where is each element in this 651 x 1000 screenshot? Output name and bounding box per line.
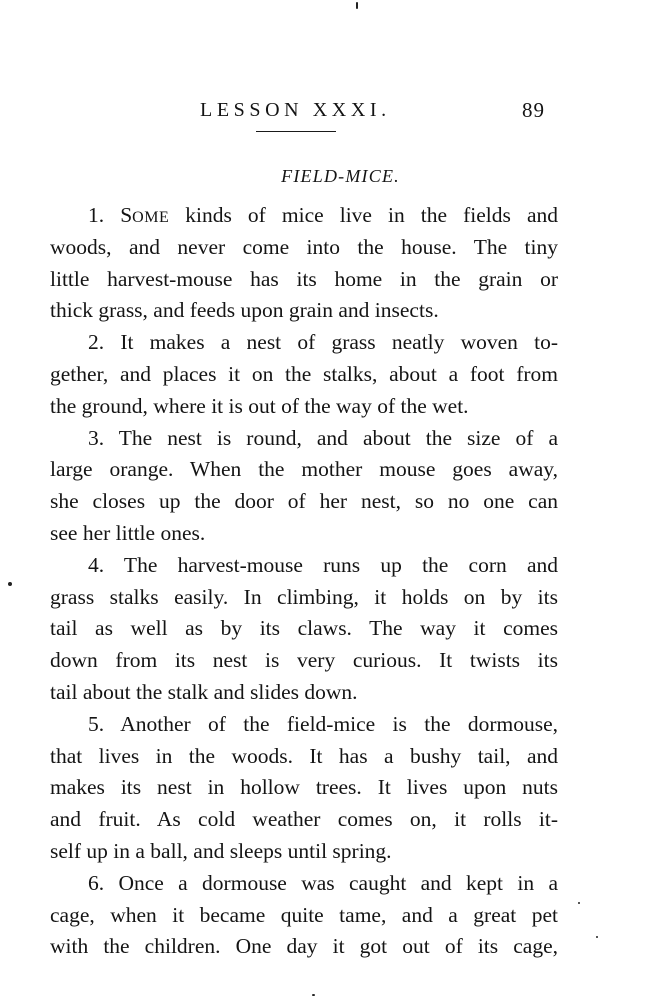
paragraph-first-line: 3. The nest is round, and about the size of a [88,425,558,450]
text-line: with the children. One day it got out of its cage, [50,934,558,959]
paragraph-first-line: 2. It makes a nest of grass neatly woven to- [88,330,558,355]
text-line: cage, when it became quite tame, and a great pet [50,902,558,927]
paragraph-4 [50,550,558,709]
text-line: the ground, where it is out of the way of the wet. [50,393,469,418]
text-line: woods, and never come into the house. The tiny [50,234,558,259]
text-line: little harvest-mouse has its home in the grain or [50,266,558,291]
paragraph-1 [50,200,558,327]
scan-speck [596,936,598,938]
text-line: thick grass, and feeds upon grain and insects. [50,298,439,323]
text-line: that lives in the woods. It has a bushy tail, and [50,743,558,768]
paragraph-first-line [50,200,558,232]
text-line: gether, and places it on the stalks, about a foot from [50,361,558,386]
paragraph-first-line: 4. The harvest-mouse runs up the corn and [88,552,558,577]
paragraph-number: 1. [88,203,105,227]
paragraph-2 [50,327,558,422]
page-number: 89 [522,98,545,122]
text-line: tail about the stalk and slides down. [50,679,358,704]
header-rule [256,131,336,132]
drop-smallcap-initial: S [120,203,133,227]
smallcap-word: OME [132,209,170,226]
text-line: large orange. When the mother mouse goes away, [50,457,558,482]
lesson-heading: LESSON XXXI. [200,99,391,121]
scan-speck [356,2,358,9]
paragraph-5 [50,709,558,868]
text-line: grass stalks easily. In climbing, it holds on by its [50,584,558,609]
scan-speck [578,902,580,904]
text-line: and fruit. As cold weather comes on, it rolls it- [50,807,558,832]
first-line-rest: kinds of mice live in the fields and [169,203,558,227]
text-line: tail as well as by its claws. The way it comes [50,616,558,641]
paragraph-first-line: 5. Another of the field-mice is the dormouse, [88,711,558,736]
text-line: down from its nest is very curious. It twists its [50,648,558,673]
running-header [0,99,651,129]
paragraph-3 [50,423,558,550]
text-line: she closes up the door of her nest, so no one can [50,489,558,514]
text-line: see her little ones. [50,520,206,545]
scan-speck [8,582,12,586]
body-text [50,200,558,963]
scan-speck [312,994,315,996]
text-line: self up in a ball, and sleeps until spring. [50,838,392,863]
paragraph-first-line: 6. Once a dormouse was caught and kept in a [88,870,558,895]
text-line: makes its nest in hollow trees. It lives upon nuts [50,775,558,800]
chapter-title: FIELD-MICE. [281,166,400,186]
paragraph-6 [50,868,558,963]
